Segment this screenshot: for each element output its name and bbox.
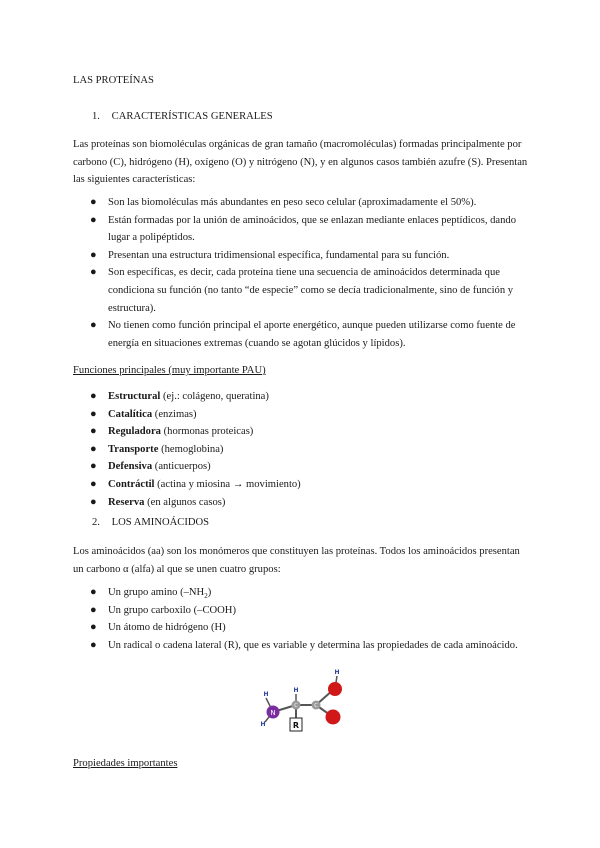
section-title: CARACTERÍSTICAS GENERALES (111, 111, 273, 122)
function-detail: (hormonas proteicas) (160, 426, 254, 438)
function-detail: (anticuerpos) (152, 461, 211, 473)
function-name: Transporte (108, 443, 159, 455)
function-detail: (enzimas) (152, 408, 197, 420)
bullet-icon: ● (90, 213, 97, 226)
list-item (90, 212, 530, 247)
characteristics-list (90, 194, 530, 352)
list-item (90, 388, 530, 406)
function-name: Defensiva (108, 461, 153, 473)
bullet-icon: ● (90, 196, 97, 208)
list-item (90, 406, 530, 424)
section-title: LOS AMINOÁCIDOS (111, 517, 210, 528)
subscript: 2 (204, 592, 208, 601)
bullet-icon: ● (90, 586, 97, 598)
function-detail: (hemoglobina) (158, 443, 224, 455)
bullet-icon: ● (90, 477, 97, 490)
list-item (90, 619, 530, 637)
function-name: Reguladora (108, 426, 161, 438)
function-name: Contráctil (108, 478, 155, 490)
list-item (90, 584, 530, 602)
bullet-icon: ● (90, 319, 97, 332)
function-detail: (en algunos casos) (144, 496, 226, 508)
hydrogen-label: H (263, 691, 269, 698)
amino-acid-diagram (255, 662, 355, 737)
list-item-text: Un radical o cadena lateral (R), que es variable y determina las propiedades de cada aminoácido. (108, 639, 518, 651)
aminoacids-paragraph: Los aminoácidos (aa) son los monómeros que constituyen las proteínas. Todos los aminoácidos presentan un carbono α (alfa) al que se unen cuatro grupos: (73, 546, 520, 575)
amino-group-suffix: ) (207, 587, 212, 598)
list-item (90, 317, 530, 352)
amino-group-text: Un grupo amino (–NH (108, 587, 205, 598)
section-number: 1. (92, 111, 100, 122)
list-item-text: No tienen como función principal el aporte energético, aunque pueden utilizarse como fuente de energía en situaciones extremas (cuando se agotan glúcidos y lípidos). (108, 320, 516, 349)
list-item (90, 458, 530, 476)
list-item-text: Son específicas, es decir, cada proteína tiene una secuencia de aminoácidos determinada que condiciona su función (no tanto “de especie” como se decía tradicionalmente, sino de función y estructura). (108, 267, 514, 314)
properties-heading: Propiedades importantes (73, 758, 178, 769)
bullet-icon: ● (90, 442, 97, 455)
function-detail: (ej.: colágeno, queratina) (160, 391, 269, 402)
functions-list (90, 388, 530, 511)
groups-list (90, 584, 530, 654)
list-item-text: Están formadas por la unión de aminoácidos, que se enlazan mediante enlaces peptídicos, dando lugar a polipéptidos. (108, 214, 517, 244)
functions-heading: Funciones principales (muy importante PAU) (73, 365, 266, 376)
page-title: LAS PROTEÍNAS (73, 75, 154, 86)
list-item-text: Un átomo de hidrógeno (H) (108, 622, 226, 634)
radical-label: R (292, 721, 300, 730)
list-item (90, 637, 530, 655)
bullet-icon: ● (90, 621, 97, 634)
list-item (90, 194, 530, 212)
list-item-text: Un grupo carboxilo (–COOH) (108, 604, 236, 616)
section-number: 2. (92, 517, 100, 528)
list-item-text: Presentan una estructura tridimensional específica, fundamental para su función. (108, 249, 450, 261)
bullet-icon: ● (90, 248, 97, 261)
hydrogen-label: H (334, 669, 340, 676)
bullet-icon: ● (90, 266, 97, 279)
bullet-icon: ● (90, 638, 97, 651)
list-item-text: Son las biomoléculas más abundantes en peso seco celular (aproximadamente el 50%). (108, 197, 477, 208)
bullet-icon: ● (90, 603, 97, 616)
hydrogen-label: H (293, 687, 299, 694)
bullet-icon: ● (90, 495, 97, 508)
oxygen-atom-hydroxyl (328, 682, 342, 696)
bullet-icon: ● (90, 460, 97, 473)
list-item (90, 602, 530, 620)
section-heading-2 (92, 514, 209, 532)
function-name: Reserva (108, 496, 145, 508)
function-name: Catalítica (108, 408, 153, 420)
atom-label: N (270, 709, 276, 717)
list-item (90, 494, 530, 512)
intro-paragraph: Las proteínas son biomoléculas orgánicas de gran tamaño (macromoléculas) formadas principalmente por carbono (C), hidrógeno (H), oxígeno (O) y nitrógeno (N), y en algunos casos también azufre (S). Presentan las siguientes características: (73, 139, 528, 186)
hydrogen-label: H (260, 721, 266, 728)
list-item (90, 476, 530, 494)
list-item (90, 441, 530, 459)
bullet-icon: ● (90, 390, 97, 402)
list-item (90, 423, 530, 441)
bullet-icon: ● (90, 407, 97, 420)
atom-label: C (294, 703, 298, 709)
list-item (90, 247, 530, 265)
oxygen-atom-carbonyl (326, 710, 341, 725)
section-heading-1 (92, 108, 273, 126)
bullet-icon: ● (90, 425, 97, 438)
function-name: Estructural (108, 391, 161, 402)
function-detail: (actina y miosina → movimiento) (154, 478, 301, 490)
atom-label: C (314, 703, 318, 709)
list-item (90, 264, 530, 317)
